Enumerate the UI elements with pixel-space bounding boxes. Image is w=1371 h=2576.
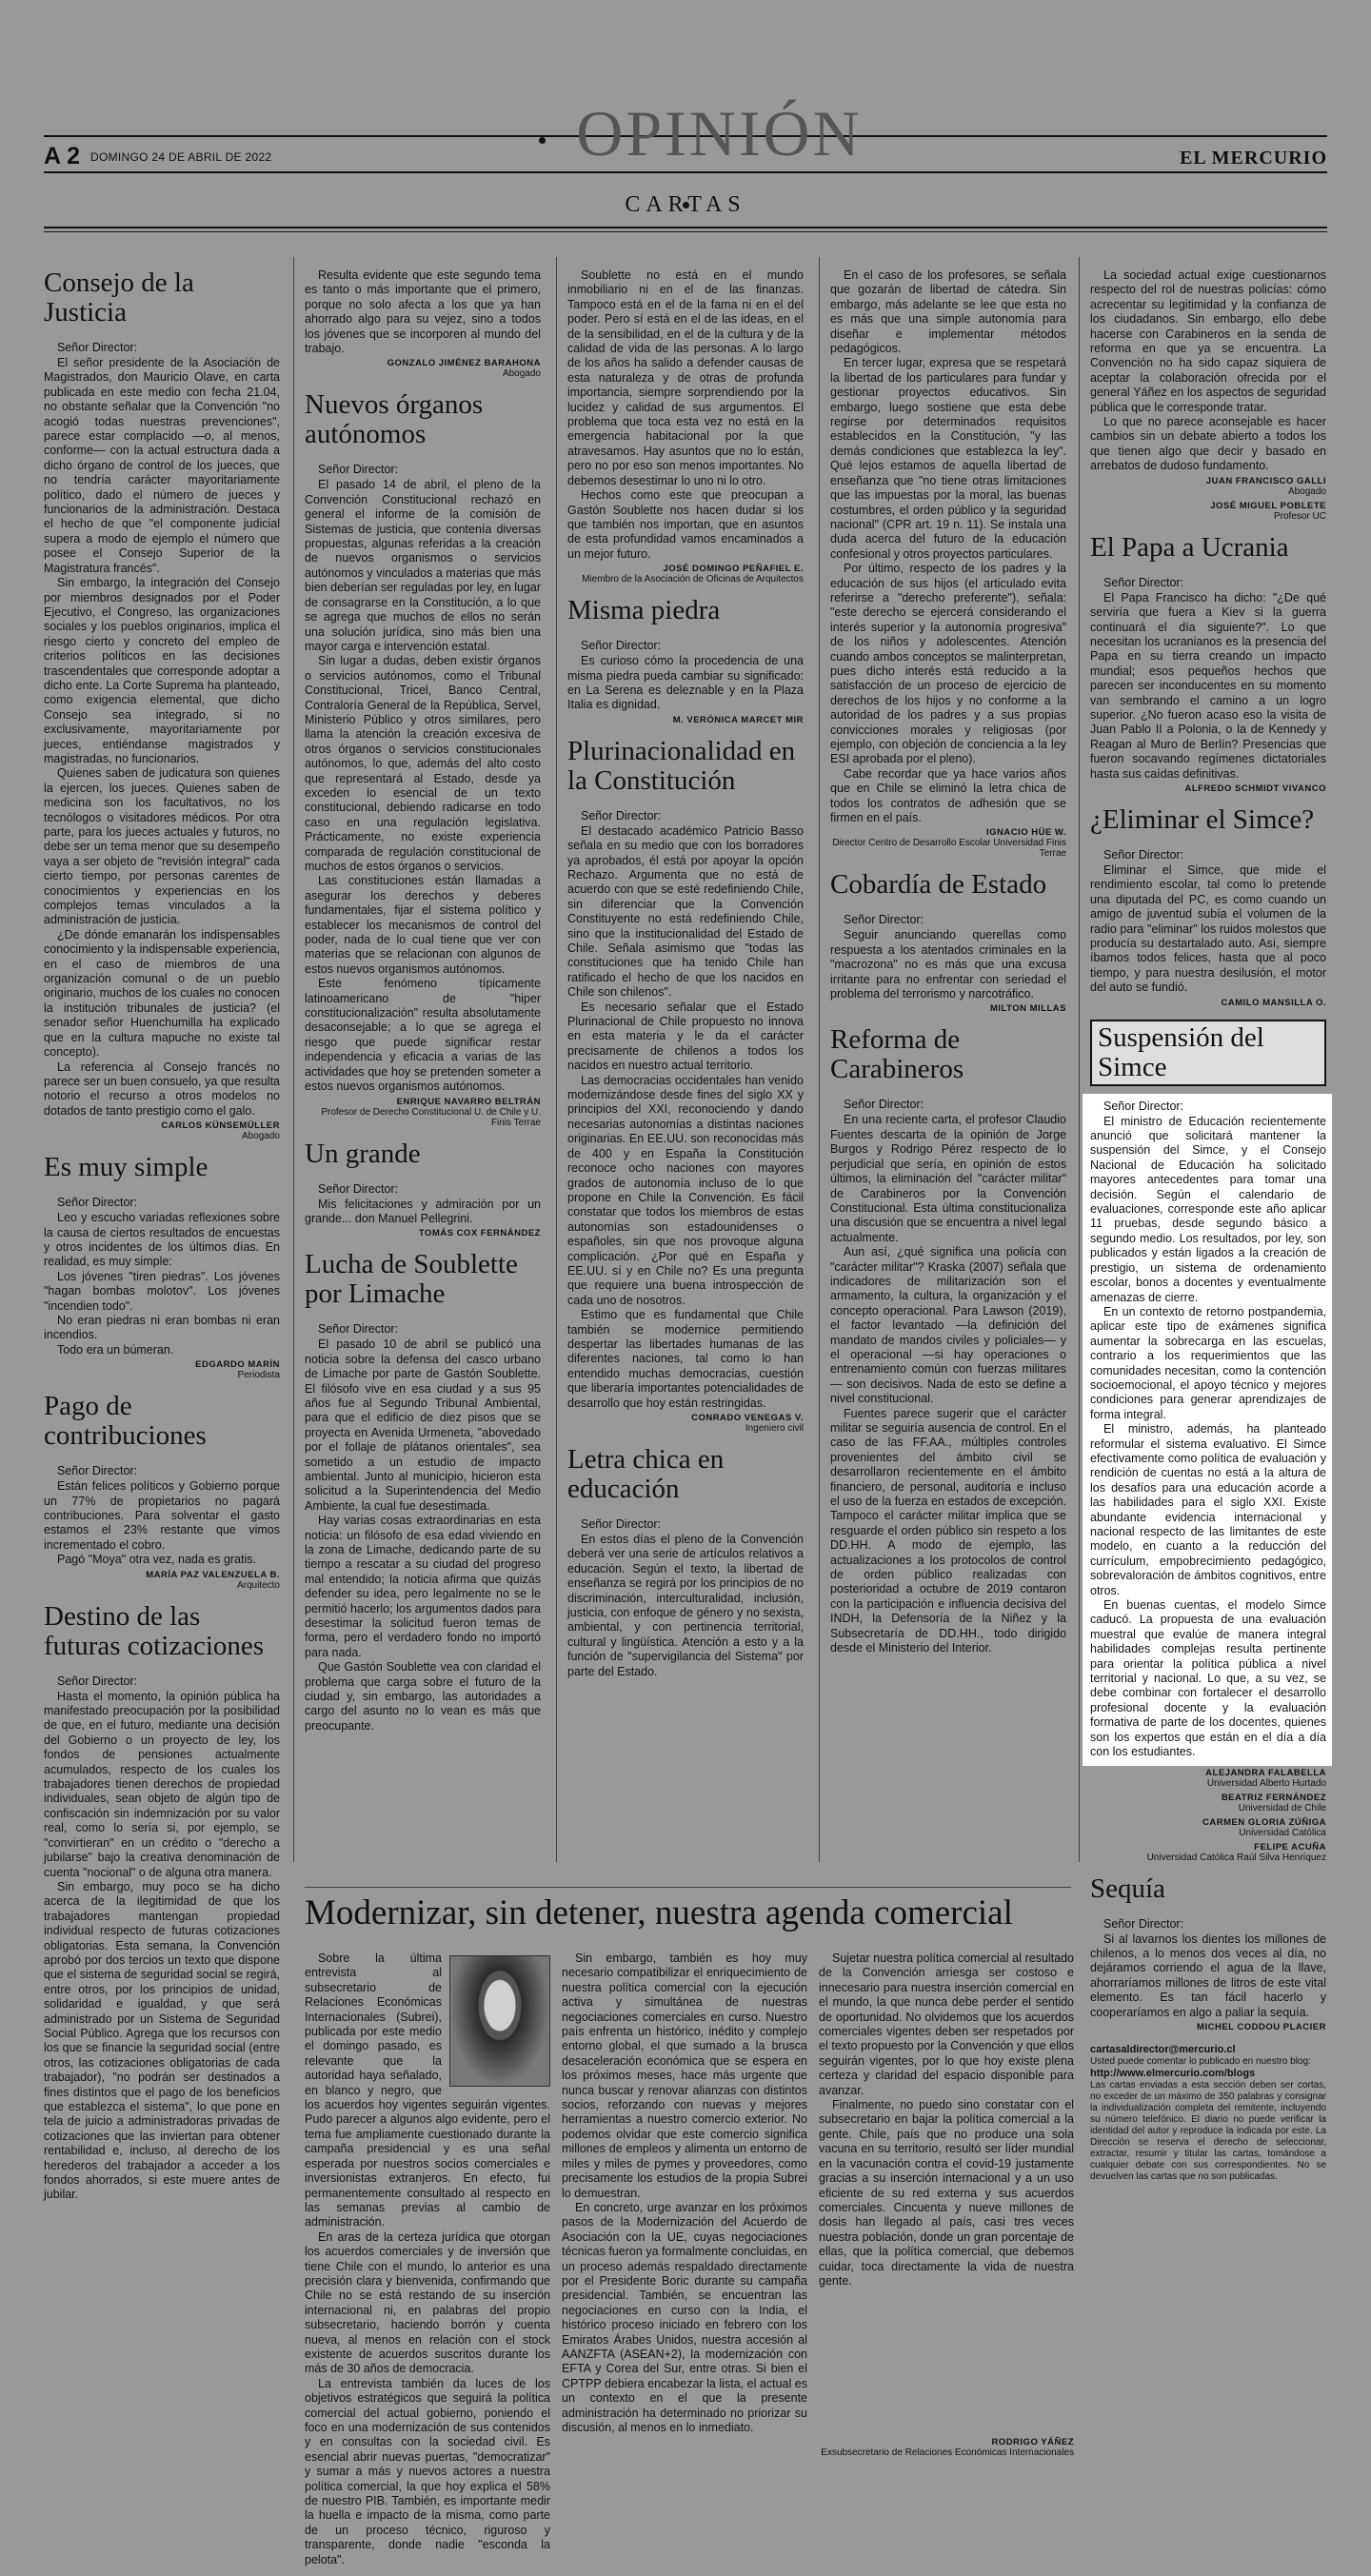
masthead-rule	[44, 227, 1327, 228]
letter-paragraph: Sin embargo, muy poco se ha dicho acerca de la ilegitimidad de que los trabajadores mantengan propiedad individual respecto de futuras cotizaciones obligatorias. Esta semana, la Convención aprobó por dos tercios un texto que dispone que el sistema de seguridad social se regirá, entre otros, por los principios de unidad, solidaridad e igualdad, y que será administrado por un Sistema de Seguridad Social Público. Agrega que los recursos con los que se financie la seguridad social (entre otros, las cotizaciones obligatorias de cada trabajador), "no podrán ser destinados a fines distintos que el pago de los beneficios que establezca el sistema", lo que pone en tela de juicio a administradoras privadas de cotizaciones que las inviertan para obtener rentabilidad e, incluso, al derecho de los herederos del trabajador a acceder a los fondos ahorrados, si este muere antes de jubilar.	[44, 1879, 280, 2202]
letter-letra	[567, 1445, 804, 1679]
blog-link[interactable]: http://www.elmercurio.com/blogs	[1090, 2067, 1256, 2079]
letter-soublette	[305, 1250, 541, 1734]
salutation: Señor Director:	[844, 913, 924, 927]
salutation: Señor Director:	[1103, 1916, 1184, 1931]
feature-title: Modernizar, sin detener, nuestra agenda comercial	[305, 1893, 1013, 1932]
feature-paragraph: La entrevista también da luces de los objetivos estratégicos que seguirá la política comercial del actual gobierno, poniendo el foco en una modernización de sus contenidos y en consultas con la sociedad civil. Es esencial abrir nuevas puertas, "democratizar" y sumar a más y nuevos actores a nuestra política comercial, la que hoy explica el 58% de nuestro PIB. También, es importante medir la huella e impacto de la misma, como parte de un proceso técnico, riguroso y transparente, donde nadie "esconda la pelota".	[305, 2376, 550, 2566]
letter-paragraph: Resulta evidente que este segundo tema es tanto o más importante que el primero, porque no solo afecta a los que ya han ahorrado algo para su vejez, sino a todos los jóvenes que se incorporen al mundo del trabajo.	[305, 268, 541, 356]
feature-column-2	[562, 1952, 807, 2434]
salutation: Señor Director:	[1103, 847, 1184, 862]
letter-paragraph: Estimo que es fundamental que Chile también se modernice permitiendo despertar las libertades humanas de las diferentes naciones, tal como lo han entendido muchas democracias, cuestión que liberaría importantes potencialidades de desarrollo que hoy están restringidas.	[567, 1308, 804, 1410]
signature: CARMEN GLORIA ZÚÑIGA	[1202, 1816, 1326, 1828]
feature-signature-block	[819, 2435, 1074, 2462]
feature-column-3	[819, 1952, 1074, 2427]
letter-paragraph: Los jóvenes "tiren piedras". Los jóvenes "hagan bombas molotov". Los jóvenes "incendien todo".	[44, 1269, 280, 1313]
column-5	[1090, 257, 1326, 2523]
letter-simple	[44, 1153, 280, 1380]
letter-paragraph: Están felices políticos y Gobierno porque un 77% de propietarios no pagará contribuciones. Para solventar el gasto estamos el 23% restante que vimos incrementado el cobro.	[44, 1479, 280, 1552]
letter-title: Pago de contribuciones	[44, 1391, 207, 1452]
letter-title: Suspensión del Simce	[1098, 1021, 1264, 1082]
letter-title: Nuevos órganos autónomos	[305, 389, 484, 450]
signature: EDGARDO MARÍN	[195, 1359, 280, 1371]
letter-paragraph: Cabe recordar que ya hace varios años que en Chile se eliminó la letra chica de todos los contratos de adhesión que se firmen en el país.	[830, 766, 1066, 825]
salutation: Señor Director:	[318, 1181, 399, 1196]
letter-destino	[44, 1602, 280, 2203]
signature: IGNACIO HÜE W.	[985, 827, 1066, 839]
signature: RODRIGO YÁÑEZ	[991, 2437, 1074, 2447]
letter-title: Cobardía de Estado	[830, 869, 1047, 901]
letter-paragraph: Pagó "Moya" otra vez, nada es gratis.	[57, 1553, 256, 1567]
letter-paragraph: Las democracias occidentales han venido modernizándose desde fines del siglo XX y principios del XXI, reconociendo y dando necesarias autonomías a distintas naciones originarias. En EE.UU. son reconocidas más de 400 y en España la Constitución reconoce ocho naciones con mayores grados de autonomía incluso de lo que propone en Chile la Convención. Es fácil constatar que todos los miembros de estas autonomías son estadounidenses o españoles, sin que nos provoque alguna complicación. ¿Por qué en España y EE.UU. sí y en Chile no? Es una pregunta que requiere una buena introspección de cada uno de nosotros.	[567, 1073, 804, 1307]
letter-paragraph: ¿De dónde emanarán los indispensables conocimiento y la indispensable experiencia, en el caso de miembros de una organización comunal o de un pueblo originario, muchos de los cuales no conocen la institución tribunales de justicia? (el senador señor Huenchumilla ha explicado que en la cultura mapuche no existe tal concepto).	[44, 927, 280, 1060]
column-3	[567, 257, 804, 1875]
author-portrait	[449, 1955, 550, 2087]
section-title: OPINIÓN	[476, 101, 895, 230]
affiliation: Profesor de Derecho Constitucional U. de Chile y U. Finis Terrae	[321, 1106, 541, 1128]
feature-paragraph: En concreto, urge avanzar en los próximos pasos de la Modernización del Acuerdo de Asociación con la UE, cuyas negociaciones técnicas fueron ya formalmente concluidas, en un proceso además respaldado directamente por el Presidente Boric durante su campaña presidencial. También, se encuentran las negociaciones en curso con la India, el histórico proceso iniciado en febrero con los Emiratos Árabes Unidos, nuestra accesión al AANZFTA (ASEAN+2), la modernización con EFTA y Corea del Sur, entre otras. Si bien el CPTPP debiera encabezar la lista, el actual es un contexto en el que la presente administración ha determinado no priorizar su discusión, al menos en lo inmediato.	[562, 2200, 807, 2434]
letter-paragraph: En tercer lugar, expresa que se respetará la libertad de los particulares para fundar y gestionar proyectos educativos. Sin embargo, luego sostiene que esta debe regirse por determinados requisitos establecidos en la Constitución, "y las demás condiciones que establezca la ley". Qué lejos estamos de aquella libertad de enseñanza que "no tiene otras limitaciones que las impuestas por la moral, las buenas costumbres, el orden público y la seguridad nacional" (CPR art. 19 n. 11). Se instala una duda acerca del futuro de la educación confesional y otros proyectos particulares.	[830, 356, 1066, 561]
letter-paragraph: No eran piedras ni eran bombas ni eran incendios.	[44, 1313, 280, 1342]
letter-paragraph: Hasta el momento, la opinión pública ha manifestado preocupación por la posibilidad de que, en el futuro, mediante una decisión del Gobierno o un proyecto de ley, los fondos de pensiones actualmente acumulados, respecto de los cuales los trabajadores tienen derechos de propiedad individuales, sean objeto de algún tipo de confiscación sin indemnización por su valor real, como lo sería si, por ejemplo, se "convirtieran" en un crédito o "derecho a jubilarse" bajo la creativa denominación de cuenta "nocional" o de alguna otra manera.	[44, 1689, 280, 1879]
signature: MILTON MILLAS	[989, 1003, 1066, 1015]
feature-column-1	[305, 1952, 550, 2566]
letter-paragraph: Que Gastón Soublette vea con claridad el problema que carga sobre el futuro de la ciudad y, sin embargo, las autoridades a cargo del asunto no lo vean es más que preocupante.	[305, 1660, 541, 1733]
letter-title: Consejo de la Justicia	[44, 268, 194, 327]
affiliation: Abogado	[1287, 485, 1326, 497]
salutation: Señor Director:	[581, 808, 662, 822]
letter-title: Reforma de Carabineros	[830, 1024, 964, 1085]
letter-organos	[305, 390, 541, 1127]
letter-title: Letra chica en educación	[567, 1444, 725, 1504]
contact-email[interactable]: cartasaldirector@mercurio.cl	[1090, 2043, 1236, 2055]
letter-paragraph: El señor presidente de la Asociación de Magistrados, don Mauricio Olave, en carta publicada en este medio con fecha 21.04, no obstante señalar que la Convención "no acogió todas nuestras prevenciones", parece estar complacido —o, al menos, conforme— con la actual estructura dada a dicho órgano de control de los jueces, que no tendría carácter mayoritariamente político, dado el número de jueces y funcionarios de la administración. Destaca el hecho de que "el componente judicial supera a modo de ejemplo el número que posee el Consejo Superior de la Magistratura francés".	[44, 356, 280, 575]
salutation: Señor Director:	[57, 1196, 138, 1210]
signature: JUAN FRANCISCO GALLI	[1205, 475, 1326, 486]
letter-paragraph: Hechos como este que preocupan a Gastón Soublette nos hacen dudar si los que también nos importan, que en asuntos de esta profundidad vamos encaminados a un mejor futuro.	[567, 488, 804, 561]
letter-title: Es muy simple	[44, 1152, 209, 1183]
letter-simce-1	[1090, 805, 1326, 1008]
masthead-rule	[44, 231, 1327, 232]
affiliation: Universidad Católica Raúl Silva Henríquez	[1146, 1852, 1326, 1863]
salutation: Señor Director:	[318, 1322, 399, 1337]
column-2	[305, 257, 541, 1875]
letter-paragraph: En el caso de los profesores, se señala que gozarán de libertad de cátedra. Sin embargo, más adelante se lee que esta no es más que una simple autonomía para diseñar e implementar métodos pedagógicos.	[830, 268, 1066, 356]
letter-cobardia	[830, 870, 1066, 1014]
highlighted-title-box	[1090, 1020, 1326, 1086]
letter-paragraph: Leo y escucho variadas reflexiones sobre la causa de ciertos resultados de encuestas y otros incidentes de los últimos días. En realidad, es muy simple:	[44, 1211, 280, 1269]
letter-title: Plurinacionalidad en la Constitución	[567, 735, 796, 796]
section-subtitle: CARTAS	[625, 192, 746, 217]
signature: ALEJANDRA FALABELLA	[1205, 1767, 1326, 1778]
letter-title: Destino de las futuras cotizaciones	[44, 1600, 265, 1661]
contact-box	[1090, 2044, 1326, 2183]
letter-papa	[1090, 533, 1326, 794]
letter-paragraph: Quienes saben de judicatura son quienes la ejercen, los jueces. Quienes saben de medicina son los facultativos, no los tecnólogos o visitadores médicos. Por otra parte, para los jueces actuales y futuros, no debe ser un tema menor que su desempeño vaya a ser objeto de "revisión integral" cada cierto tiempo, por personas carentes de conocimientos y experiencias en los complejos temas vinculados a la administración de justicia.	[44, 766, 280, 927]
letter-paragraph: Todo era un búmeran.	[57, 1342, 174, 1357]
letter-paragraph: En una reciente carta, el profesor Claudio Fuentes descarta de la opinión de Jorge Burgos y Rodrigo Pérez respecto de lo perjudicial que sería, en opinión de estos últimos, la eliminación del "carácter militar" de Carabineros por la Convención Constitucional. Esta última constitucionaliza una discusión que se encuentra a nivel legal actualmente.	[830, 1113, 1066, 1244]
letter-paragraph: Es necesario señalar que el Estado Plurinacional de Chile propuesto no innova en esta materia y le da el carácter precisamente de chilenos a todos los nacidos en nuestro actual territorio.	[567, 1000, 804, 1073]
feature-paragraph: Sin embargo, también es hoy muy necesario compatibilizar el enriquecimiento de nuestra política comercial con la ejecución activa y simultánea de nuestras negociaciones comerciales en curso. Nuestro país enfrenta un histórico, inédito y complejo entorno global, el que sumado a la brusca desaceleración económica que se espera en los próximos meses, hace más urgente que nunca buscar y renovar alianzas con distintos socios, reforzando con nuevas y mejores herramientas a nuestro comercio exterior. No podemos olvidar que este comercio significa millones de empleos y alimenta un entorno de miles y miles de pymes y proveedores, como precisamente los estudios de la propia Subrei lo demuestran.	[562, 1952, 807, 2200]
salutation: Señor Director:	[581, 639, 662, 653]
newspaper-logo: EL MERCURIO	[1180, 148, 1327, 168]
letter-paragraph: El ministro, además, ha planteado reformular el sistema evaluativo. El Simce efectivamente como política de evaluación y rendición de cuentas no está a la altura de los desafíos para una educación acorde a las habilidades para el siglo XXI. Existe abundante evidencia internacional y nacional respecto de las limitantes de este modelo, en cuanto a la reducción del currículum, empobrecimiento pedagógico, sobrevaloración de ámbitos cognitivos, entre otros.	[1090, 1422, 1326, 1597]
bullet-icon	[539, 137, 546, 144]
signature: BEATRIZ FERNÁNDEZ	[1221, 1792, 1326, 1803]
signature: JOSÉ DOMINGO PEÑAFIEL E.	[663, 564, 804, 575]
letter-paragraph: Mis felicitaciones y admiración por un grande... don Manuel Pellegrini.	[305, 1197, 541, 1225]
column-4	[830, 257, 1066, 1875]
column-divider	[556, 257, 557, 1862]
feature-paragraph: Sujetar nuestra política comercial al resultado de la Convención arriesga ser costoso e innecesario para nuestra inserción comercial en el mundo, la que nunca debe perder el sentido de oportunidad. No olvidemos que los acuerdos comerciales vigentes deben ser respetados por el texto propuesto por la Convención y que ellos seguirán vigentes, por lo que hoy existe plena certeza y claridad del espacio disponible para avanzar.	[819, 1952, 1074, 2097]
salutation: Señor Director:	[57, 1464, 138, 1478]
letter-paragraph: La referencia al Consejo francés no parece ser un buen consuelo, ya que resulta notorio el recurso a otros modelos no dotados de tanto prestigio como el galo.	[44, 1060, 280, 1118]
letter-paragraph: La sociedad actual exige cuestionarnos respecto del rol de nuestras policías: cómo acrecentar su legitimidad y la confianza de los ciudadanos. Sin embargo, ello debe hacerse con Carabineros en la senda de reforma en que ya se encuentra. La Convención no ha sido capaz siquiera de aceptar la colaboración ofrecida por el general Yáñez en los aspectos de seguridad pública que le corresponde tratar.	[1090, 268, 1326, 414]
signature: CONRADO VENEGAS V.	[691, 1413, 804, 1423]
letter-paragraph: El pasado 14 de abril, el pleno de la Convención Constitucional rechazó en general el informe de la comisión de Sistemas de justicia, que contenía diversas propuestas, algunas referidas a la creación de nuevos organismos o servicios autónomos y vinculados a materias que más bien deberían ser reguladas por ley, en lugar de consagrarse en la Constitución, a lo que se agrega que muchos de ellos no serán una solución jurídica, sino más bien una mayor carga e intervención estatal.	[305, 478, 541, 653]
salutation: Señor Director:	[1103, 1099, 1184, 1113]
letter-title: ¿Eliminar el Simce?	[1090, 803, 1315, 835]
letter-pluri	[567, 737, 804, 1434]
salutation: Señor Director:	[1103, 575, 1184, 589]
signature: ENRIQUE NAVARRO BELTRÁN	[396, 1096, 541, 1107]
letter-paragraph: Por último, respecto de los padres y la educación de sus hijos (el articulado evita referirse a "derecho preferente"), señala: "este derecho se ejercerá considerando el interés superior y la autonomía progresiva" de los niños y adolescentes. Atención cuando ambos conceptos se malinterpretan, pues dicho interés está reducido a la satisfacción de un proceso de ejercicio de derechos de los hijos y no conforme a la autoridad de los padres y a sus propias convicciones morales y religiosas (por ejemplo, con objeción de conciencia a la ley ESI aprobada por el pleno).	[830, 562, 1066, 766]
salutation: Señor Director:	[844, 1098, 924, 1112]
letter-paragraph: Fuentes parece sugerir que el carácter militar se seguiría ausencia de control. En el caso de las FF.AA., múltiples controles provenientes del ámbito civil se desarrollaron recientemente en el ámbito financiero, de personal, auditoría e incluso el uso de la fuerza en estados de excepción. Tampoco el carácter militar implica que se resguarde el orden público sin respeto a los DD.HH. A modo de ejemplo, las actualizaciones a los protocolos de control de orden público realizadas con posterioridad a octubre de 2019 contaron con la participación e influencia decisiva del INDH, la Defensoría de la Niñez y la Subsecretaría de DD.HH., todo dirigido desde el Ministerio del Interior.	[830, 1406, 1066, 1655]
signature: TOMÁS COX FERNÁNDEZ	[418, 1228, 541, 1239]
letter-paragraph: Eliminar el Simce, que mide el rendimiento escolar, tal como lo pretende una diputada del PC, es como cuando un amigo de juventud subía el volumen de la radio para "eliminar" los ruidos molestos que producía su destartalado auto. Así, siempre íbamos todos felices, hasta que al poco tiempo, y para nuestra desilusión, el motor del auto se fundió.	[1090, 862, 1326, 995]
salutation: Señor Director:	[581, 1517, 662, 1531]
feature-paragraph: Finalmente, no puedo sino constatar con el subsecretario en bajar la política comercial a la gente. Chile, país que no produce una sola vacuna en su territorio, resultó ser líder mundial en la vacunación contra el covid-19 justamente gracias a su inserción internacional y a un uso eficiente de su red externa y sus acuerdos comerciales. Cincuenta y nueve millones de dosis han llegado al país, casi tres veces nuestra población, donde un gran porcentaje de ellas, que la política comercial, que debemos cuidar, toca directamente la vida de nuestra gente.	[819, 2098, 1074, 2288]
letter-paragraph: Las constituciones están llamadas a asegurar los derechos y deberes fundamentales, fijar el sistema político y establecer los mecanismos de control del poder, nada de lo cual tiene que ver con materias que se relacionan con algunos de estos nuevos organismos autónomos.	[305, 874, 541, 976]
page-number: A 2	[44, 143, 80, 169]
affiliation: Profesor UC	[1273, 510, 1326, 522]
letter-paragraph: Soublette no está en el mundo inmobiliario ni en el de las finanzas. Tampoco está en el de la fama ni en el del poder. Pero sí está en el de las ideas, en el de la sensibilidad, en el de la cultura y de la calidad de vida de las personas. A lo largo de los años ha salido a defender causas de esta naturaleza y de otras de profunda importancia, siempre sorprendiendo por la lucidez y calidad de sus argumentos. El problema que toca esta vez no está en la emergencia habitacional por la que atravesamos. Hay asuntos que no lo están, pero no por eso son menos importantes. No debemos desestimar lo uno ni lo otro.	[567, 268, 804, 487]
letter-consejo	[44, 268, 280, 1141]
affiliation: Arquitecto	[236, 1579, 280, 1591]
letter-reforma	[830, 1025, 1066, 1655]
blog-intro: Usted puede comentar lo publicado en nuestro blog:	[1090, 2055, 1311, 2067]
feature-paragraph: Sobre la última entrevista al subsecretario de Relaciones Económicas Internacionales (Subrei), publicada por este medio el domingo pasado, es relevante que la autoridad haya señalado, en blanco y negro, que los acuerdos hoy vigentes seguirán vigentes. Pudo parecer a algunos algo evidente, pero el tema fue ampliamente cuestionado durante la campaña presidencial y es una señal esperada por nuestros socios comerciales e inversionistas extranjeros. En efecto, fui permanentemente consultado al respecto en las semanas previas al cambio de administración.	[305, 1952, 550, 2229]
letter-simce-2	[1090, 1020, 1326, 1863]
letter-paragraph: El destacado académico Patricio Basso señala en su medio que con los borradores ya aprobados, él está por apoyar la opción Rechazo. Argumenta que no está de acuerdo con que se esté redefiniendo Chile, sin diferenciar que la Convención Constituyente no está redefiniendo Chile, sino que la institucionalidad del Estado de Chile. Señala asimismo que "todas las constituciones que ha tenido Chile han ratificado el hecho de que los nacidos en Chile son chilenos".	[567, 823, 804, 1000]
letter-paragraph: El Papa Francisco ha dicho: "¿De qué serviría que fuera a Kiev si la guerra continuará el día siguiente?". Lo que necesitan los ucranianos es la presencia del Papa en su tierra creando un impacto mundial; esos pequeños hechos que parecen ser inconducentes en su momento van sembrando el camino a un logro superior. ¿No fueron acaso eso la visita de Juan Pablo II a Polonia, o la de Kennedy y Reagan al Muro de Berlín? Presencias que fueron socavando regímenes dictatoriales hasta sus caídas definitivas.	[1090, 590, 1326, 781]
salutation: Señor Director:	[57, 341, 138, 354]
letter-sequia	[1090, 1874, 1326, 2032]
letter-paragraph: Lo que no parece aconsejable es hacer cambios sin un debate abierto a todos los que tienen algo que decir y basado en arrebatos de dudoso fundamento.	[1090, 415, 1326, 473]
signature: M. VERÓNICA MARCET MIR	[672, 714, 804, 725]
salutation: Señor Director:	[318, 463, 399, 477]
signature: CARLOS KÜNSEMÜLLER	[161, 1120, 280, 1132]
letter-paragraph: Si al lavarnos los dientes los millones de chilenos, a lo menos dos veces al día, no dejáramos corriendo el agua de la llave, ahorraríamos millones de litros de este vital elemento. Es tan fácil hacerlo y cooperaríamos en algo a paliar la sequía.	[1090, 1932, 1326, 2019]
letter-paragraph: El ministro de Educación recientemente anunció que solicitará mantener la suspensión del Simce, y el Consejo Nacional de Educación ha solicitado mayores antecedentes para tomar una decisión. Según el calendario de evaluaciones, corresponde este año aplicar 11 pruebas, desde segundo básico a segundo medio. Los resultados, por ley, son publicados y están ligados a la creación de prestigio, un sistema de ordenamiento escolar, bonos a docentes y eventualmente amenazas de cierre.	[1090, 1114, 1326, 1304]
signature: MICHEL CODDOU PLACIER	[1197, 2021, 1326, 2032]
letter-paragraph: Sin lugar a dudas, deben existir órganos o servicios autónomos, como el Tribunal Constitucional, Tricel, Banco Central, Contraloría General de la República, Servel, Ministerio Público y otros similares, pero llama la atención la creación excesiva de otros órganos o servicios constitucionales autónomos, lo que, además del alto costo que representará al Estado, desde ya exceden lo esencial de un texto constitucional, debiendo radicarse en todo caso en una regulación legislativa. Prácticamente, no existe experiencia comparada de regulación constitucional de muchos de estos órganos o servicios.	[305, 654, 541, 873]
dateline: DOMINGO 24 DE ABRIL DE 2022	[90, 150, 272, 164]
salutation: Señor Director:	[57, 1674, 138, 1688]
letter-paragraph: En estos días el pleno de la Convención deberá ver una serie de artículos relativos a educación. Según el texto, la libertad de enseñanza se regirá por los principios de no discriminación, interculturalidad, inclusión, justicia, con enfoque de género y no sexista, ambiental, y con pertinencia territorial, cultural y lingüística. Atención a esto y a la función de "supervigilancia del Sistema" por parte del Estado.	[567, 1533, 804, 1678]
affiliation: Miembro de la Asociación de Oficinas de Arquitectos	[582, 574, 804, 585]
affiliation: Universidad de Chile	[1238, 1802, 1326, 1813]
column-divider	[819, 257, 820, 1862]
signature: CAMILO MANSILLA O.	[1221, 997, 1326, 1008]
letter-paragraph: Es curioso cómo la procedencia de una misma piedra pueda cambiar su significado: en La Serena es deleznable y en la Plaza Italia es dignidad.	[567, 654, 804, 712]
letter-title: Sequía	[1090, 1873, 1165, 1904]
affiliation: Ingeniero civil	[745, 1423, 804, 1434]
letter-piedra	[567, 596, 804, 725]
letter-pago	[44, 1392, 280, 1590]
affiliation: Exsubsecretario de Relaciones Económicas Internacionales	[821, 2447, 1074, 2458]
signature: JOSÉ MIGUEL POBLETE	[1210, 500, 1326, 511]
affiliation: Universidad Alberto Hurtado	[1206, 1777, 1326, 1789]
signature: GONZALO JIMÉNEZ BARAHONA	[387, 358, 541, 369]
letter-paragraph: En buenas cuentas, el modelo Simce caducó. La propuesta de una evaluación muestral que evalúe de manera integral habilidades complejas resulta pertinente para orientar la política pública a nivel territorial y nacional. Lo que, a su vez, se debe combinar con fortalecer el desarrollo profesional docente y la evaluación formativa de parte de los docentes, quienes son los expertos que están en el día a día con los estudiantes.	[1090, 1598, 1326, 1759]
signature: FELIPE ACUÑA	[1254, 1841, 1326, 1853]
column-1	[44, 257, 280, 2523]
letter-paragraph: El pasado 10 de abril se publicó una noticia sobre la defensa del casco urbano de Limache por parte de Gastón Soublette. El filósofo vive en esa ciudad y a sus 95 años fue al Segundo Tribunal Ambiental, para que el edificio de diez pisos que se proyecta en Avenida Urmeneta, "abovedado por el follaje de plátanos orientales", sea sometido a un estudio de impacto ambiental. Junto al municipio, hicieron esta solicitud a la Superintendencia del Medio Ambiente, la cual fue desestimada.	[305, 1338, 541, 1513]
letter-paragraph: Seguir anunciando querellas como respuesta a los atentados criminales en la "macrozona" no es más que una excusa irritante para no enfrentar con seriedad el problema del terrorismo y narcotráfico.	[830, 928, 1066, 1001]
column-divider	[293, 257, 294, 1862]
letter-title: Un grande	[305, 1138, 421, 1169]
letter-title: Lucha de Soublette por Limache	[305, 1249, 518, 1310]
letter-grande	[305, 1139, 541, 1239]
signature: ALFREDO SCHMIDT VIVANCO	[1184, 783, 1326, 794]
contact-rules: Las cartas enviadas a esta sección deben ser cortas, no exceder de un máximo de 350 palabras y consignar la individualización completa del remitente, incluyendo su número telefónico. El diario no puede verificar la identidad del autor y reproduce la indicada por este. La Dirección se reserva el derecho de seleccionar, extractar, resumir y titular las cartas, tomándose a cualquier debate con sus correspondientes. No se devuelven las cartas que no son publicadas.	[1090, 2079, 1326, 2182]
affiliation: Periodista	[237, 1370, 280, 1381]
column-divider	[1079, 257, 1080, 1862]
letter-title: El Papa a Ucrania	[1090, 531, 1289, 563]
letter-paragraph: En un contexto de retorno postpandemia, aplicar este tipo de exámenes significa aumentar la sobrecarga en las escuelas, contrario a los requerimientos que las comunidades necesitan, como la contención socioemocional, el apoyo técnico y mejores condiciones para generar aprendizajes de forma integral.	[1090, 1304, 1326, 1421]
letter-paragraph: Hay varias cosas extraordinarias en esta noticia: un filósofo de esa edad viviendo en la zona de Limache, dedicando parte de su tiempo a rescatar a su ciudad del progreso mal entendido; la noticia afirma que quizás defender su idea, pero legalmente no se le permitió hacerlo; los argumentos dados para desestimar la solicitud fueron temas de forma, pero el verdadero fondo no importó para nada.	[305, 1514, 541, 1659]
feature-paragraph: En aras de la certeza jurídica que otorgan los acuerdos comerciales y de inversión que tiene Chile con el mundo, lo anterior es una precisión clara y bienvenida, confirmando que Chile no se está restando de su inserción internacional ni, en palabras del propio subsecretario, haciendo borrón y cuenta nueva, al menos en relación con el stock existente de acuerdos suscritos durante los más de 30 años de democracia.	[305, 2229, 550, 2376]
letter-paragraph: Sin embargo, la integración del Consejo por miembros designados por el Poder Ejecutivo, el Congreso, las organizaciones sociales y los pueblos originarios, implica el riesgo cierto y concreto del empleo de criterios políticos en las decisiones trascendentales que corresponde adoptar a dicho ente. La Corte Suprema ha planteado, como exigencia elemental, que dicho Consejo sea integrado, si no exclusivamente, mayoritariamente por jueces, entiéndanse magistrados y magistradas, no funcionarios.	[44, 576, 280, 765]
affiliation: Director Centro de Desarrollo Escolar Universidad Finis Terrae	[832, 838, 1066, 860]
letter-title: Misma piedra	[567, 595, 721, 626]
highlighted-letter	[1083, 1094, 1332, 1766]
affiliation: Abogado	[241, 1131, 280, 1142]
letter-paragraph: Este fenómeno típicamente latinoamericano de "hiper constitucionalización" resulta absolutamente desaconsejable; a lo que se agrega el riesgo que puede significar restar independencia y eficacia a varias de las actividades que hoy se pretenden someter a estos nuevos organismos autónomos.	[305, 977, 541, 1094]
feature-rule	[305, 1887, 1071, 1888]
affiliation: Universidad Católica	[1239, 1827, 1326, 1838]
letter-paragraph: Aun así, ¿qué significa una policía con "carácter militar"? Kraska (2007) señala que indicadores de militarización son el armamento, la cultura, la organización y el concepto operacional. Para Lawson (2019), el factor levantado —la definición del mandato de mandos civiles y policiales— y el operacional —si hay operaciones o entrenamiento común con fuerzas militares— son decisivos. Nada de esto se define a nivel constitucional.	[830, 1245, 1066, 1406]
affiliation: Abogado	[502, 368, 541, 380]
signature: MARÍA PAZ VALENZUELA B.	[146, 1569, 280, 1580]
